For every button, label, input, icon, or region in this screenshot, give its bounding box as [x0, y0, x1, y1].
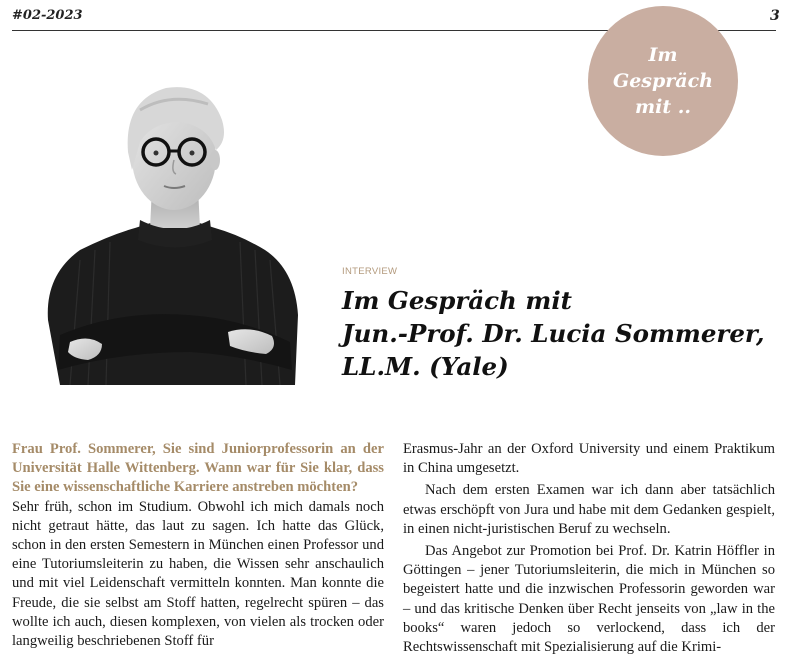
- article-column-right: [403, 440, 775, 657]
- issue-number: #02-2023: [12, 8, 83, 23]
- answer-paragraph: Nach dem ersten Examen war ich dann aber tatsächlich etwas erschöpft von Jura und habe mit dem Gedanken gespielt, in einen nicht-juristischen Beruf zu wechseln.: [403, 482, 775, 537]
- article-column-left: [12, 440, 384, 651]
- portrait-photo: [40, 70, 310, 385]
- article-headline: [342, 284, 782, 383]
- headline-line: Im Gespräch mit: [342, 286, 572, 315]
- interview-badge: [588, 6, 738, 156]
- answer-paragraph: Sehr früh, schon im Studium. Obwohl ich mich damals noch nicht getraut hätte, das laut zu sagen. Ich hatte das Glück, schon in den ersten Semestern in München einen Professor und eine Tutoriumsleiterin zu haben, die Wissen sehr anschaulich und mit viel Leidenschaft vermitteln konnten. Man konnte die Freude, die sie selbst am Stoff hatten, regelrecht spüren – das wollte ich auch, diesen komplexen, von vielen als trocken oder langweilig beschriebenen Stoff für: [12, 498, 384, 650]
- page-number: 3: [770, 8, 780, 24]
- answer-paragraph: Erasmus-Jahr an der Oxford University und einem Praktikum in China umgesetzt.: [403, 441, 775, 477]
- interview-question: Frau Prof. Sommerer, Sie sind Juniorprofessorin an der Universität Halle Wittenberg. Wann war für Sie klar, dass Sie eine wissenschaftliche Karriere anstreben möchten?: [12, 441, 384, 496]
- badge-text: Im Gespräch mit ..: [612, 44, 713, 118]
- answer-paragraph: Das Angebot zur Promotion bei Prof. Dr. Katrin Höffler in Göttingen – jener Tutoriumsleiterin, die mich in München so begeistert hatte und die inzwischen Professorin geworden war – und das kritische Denken über Recht jenseits von „law in the books“ waren jedoch so verlockend, dass ich der Rechtswissenschaft mit Spezialisierung auf die Krimi-: [403, 543, 775, 656]
- headline-line: Jun.-Prof. Dr. Lucia Sommerer,: [342, 319, 765, 348]
- headline-line: LL.M. (Yale): [342, 352, 509, 381]
- article-kicker: INTERVIEW: [342, 266, 398, 277]
